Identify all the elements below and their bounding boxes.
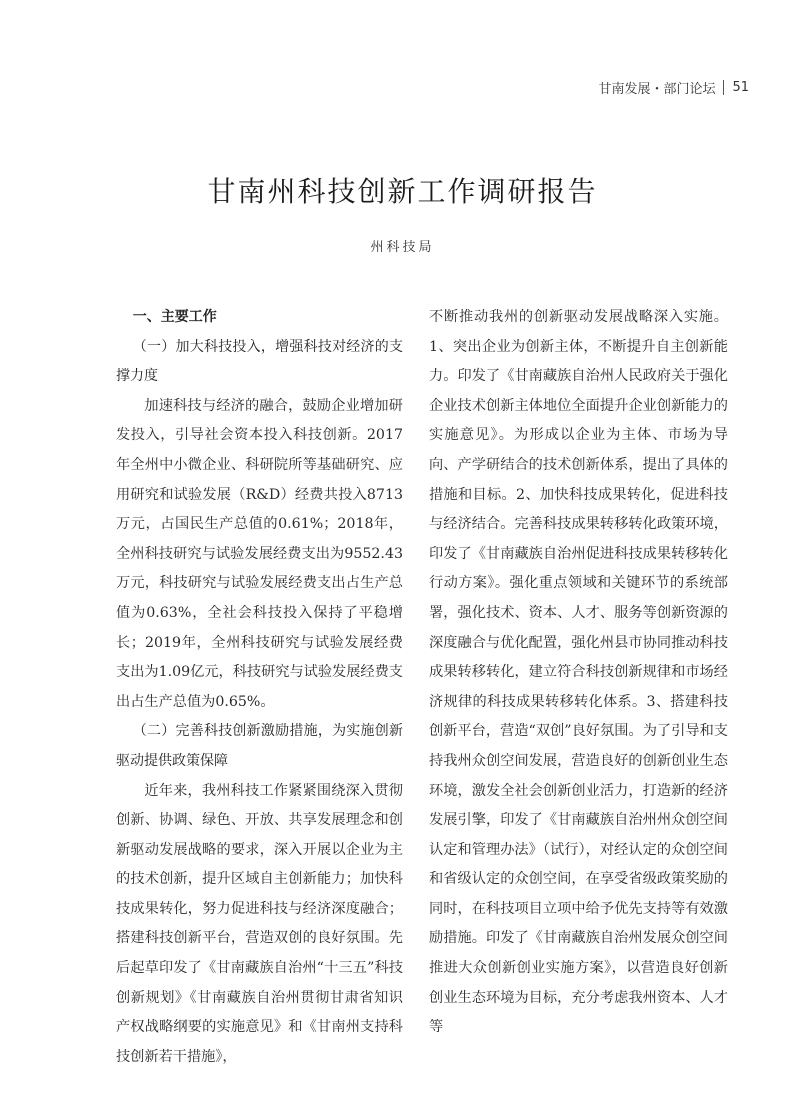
running-head-section: 甘南发展・部门论坛 [598,82,716,97]
running-head-divider [723,80,724,95]
article-title: 甘南州科技创新工作调研报告 [207,175,598,208]
subsection-heading-2: （二）完善科技创新激励措施，为实施创新驱动提供政策保障 [116,723,403,769]
right-column [429,303,728,1043]
body-paragraph: 加速科技与经济的融合，鼓励企业增加研发投入，引导社会资本投入科技创新。2017年全州中小微企业、科研院所等基础研究、应用研究和试验发展（R&D）经费共投入8713万元，占国民生产总值的0.61%；2018年，全州科技研究与试验发展经费支出为9552.43万元，科技研究与试验发展经费支出占生产总值为0.63%，全社会科技投入保持了平稳增长；2019年，全州科技研究与试验发展经费支出为1.09亿元，科技研究与试验发展经费支出占生产总值为0.65%。 [116,397,403,710]
page-number: 51 [732,80,749,95]
section-heading: 一、主要工作 [132,309,217,325]
left-column [116,303,403,1072]
body-paragraph: 近年来，我州科技工作紧紧围绕深入贯彻创新、协调、绿色、开放、共享发展理念和创新驱动发展战略的要求，深入开展以企业为主的技术创新，提升区域自主创新能力；加快科技成果转化，努力促进科技与经济深度融合；搭建科技创新平台，营造双创的良好氛围。先后起草印发了《甘南藏族自治州“十三五”科技创新规划》《甘南藏族自治州贯彻甘肃省知识产权战略纲要的实施意见》和《甘南州支持科技创新若干措施》， [116,782,403,1065]
subsection-heading-1: （一）加大科技投入，增强科技对经济的支撑力度 [116,338,403,385]
body-paragraph: 不断推动我州的创新驱动发展战略深入实施。1、突出企业为创新主体，不断提升自主创新能力。印发了《甘南藏族自治州人民政府关于强化企业技术创新主体地位全面提升企业创新能力的实施意见》。为形成以企业为主体、市场为导向、产学研结合的技术创新体系，提出了具体的措施和目标。2、加快科技成果转化，促进科技与经济结合。完善科技成果转移转化政策环境，印发了《甘南藏族自治州促进科技成果转移转化行动方案》。强化重点领域和关键环节的系统部署，强化技术、资本、人才、服务等创新资源的深度融合与优化配置，强化州县市协同推动科技成果转移转化，建立符合科技创新规律和市场经济规律的科技成果转移转化体系。3、搭建科技创新平台，营造“双创”良好氛围。为了引导和支持我州众创空间发展，营造良好的创新创业生态环境，激发全社会创新创业活力，打造新的经济发展引擎，印发了《甘南藏族自治州州众创空间认定和管理办法》（试行），对经认定的众创空间和省级认定的众创空间，在享受省级政策奖励的同时，在科技项目立项中给予优先支持等有效激励措施。印发了《甘南藏族自治州发展众创空间推进大众创新创业实施方案》，以营造良好创新创业生态环境为目标，充分考虑我州资本、人才等 [429,309,728,1036]
article-author: 州科技局 [370,240,435,255]
running-head [598,78,749,97]
